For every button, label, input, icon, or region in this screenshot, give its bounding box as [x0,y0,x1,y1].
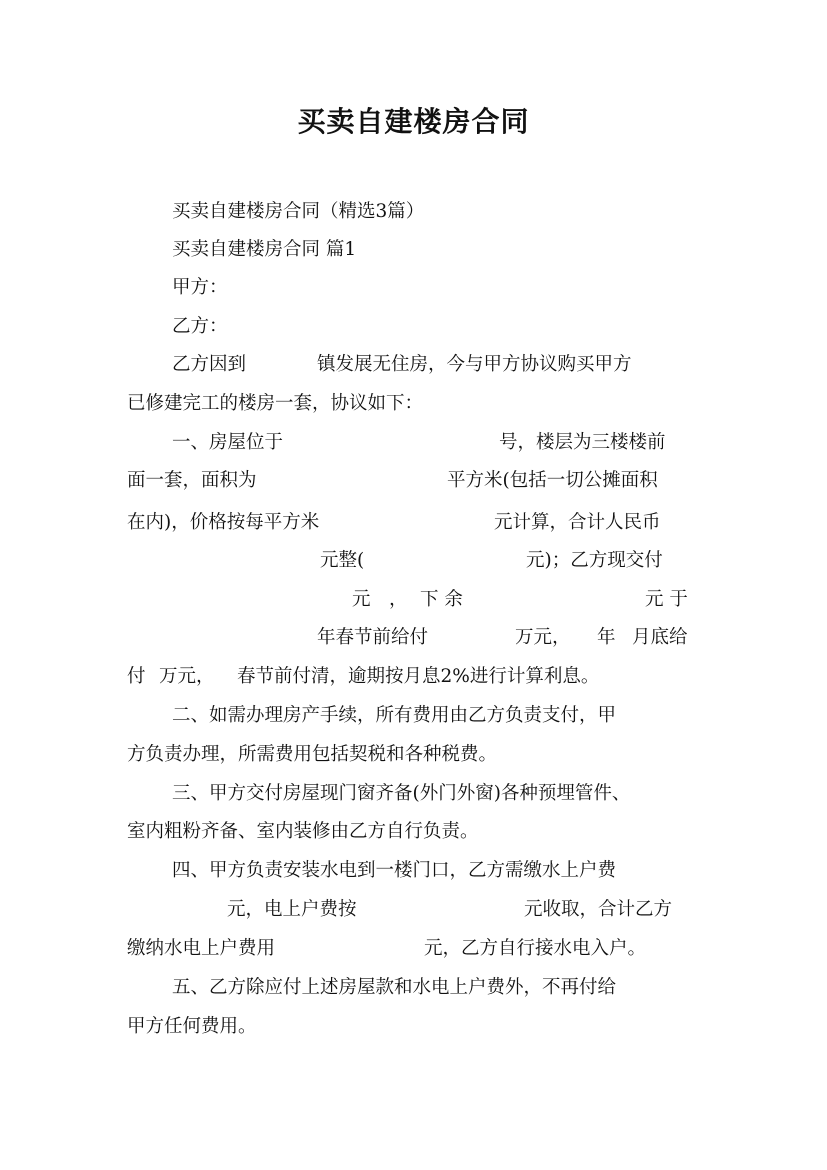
intro-text: 镇发展无住房，今与甲方协议购买甲方 [317,354,632,375]
party-b-label: 乙方： [172,316,228,337]
clause1-text: 付 [127,666,146,687]
clause1-text: 一、房屋位于 [172,432,284,453]
clause3-line-1 [127,776,702,812]
clause1-text: 元计算，合计人民币 [494,512,661,533]
intro-text: 乙方因到 [172,354,247,375]
clause4-line-2 [127,892,702,928]
intro-line-2 [127,386,702,422]
clause2-line-2 [127,737,702,773]
clause1-text: 万元， [515,627,571,648]
clause1-text: 春节前付清，逾期按月息2%进行计算利息。 [237,666,600,687]
party-a-label: 甲方： [172,277,228,298]
clause1-text: 月底给 [632,627,688,648]
clause1-line-1 [127,425,702,461]
clause1-text: ， [389,589,408,610]
clause3-line-2 [127,814,702,850]
section-heading-line [127,232,702,268]
clause2-line-1 [127,698,702,734]
clause5-text: 甲方任何费用。 [127,1016,257,1037]
clause2-text: 方负责办理，所需费用包括契税和各种税费。 [127,744,498,765]
intro-line-1 [127,347,702,383]
clause1-text: 元 [352,589,371,610]
clause1-text: 号，楼层为三楼楼前 [499,432,666,453]
subtitle-line [127,194,702,230]
clause1-text: 万元， [159,666,215,687]
clause3-text: 三、甲方交付房屋现门窗齐备(外门外窗)各种预埋管件、 [172,783,631,804]
clause4-text: 元收取，合计乙方 [524,899,673,920]
clause1-line-6 [127,620,702,656]
clause2-text: 二、如需办理房产手续，所有费用由乙方负责支付，甲 [172,705,617,726]
clause1-text: 元整( [320,550,365,571]
section-heading: 买卖自建楼房合同 篇1 [172,239,357,260]
clause5-text: 五、乙方除应付上述房屋款和水电上户费外，不再付给 [172,977,617,998]
clause4-text: 缴纳水电上户费用 [127,938,276,959]
clause1-line-5 [127,582,702,618]
clause1-text: 下 余 [420,589,463,610]
clause4-line-1 [127,853,702,889]
intro-text: 已修建完工的楼房一套，协议如下： [127,393,424,414]
clause5-line-1 [127,970,702,1006]
clause4-line-3 [127,931,702,967]
clause1-text: 在内)，价格按每平方米 [127,512,320,533]
clause1-line-4 [127,543,702,579]
clause4-text: 四、甲方负责安装水电到一楼门口，乙方需缴水上户费 [172,860,617,881]
clause1-text: 元 于 [645,589,688,610]
document-title: 买卖自建楼房合同 [297,105,530,138]
clause1-text: 面一套，面积为 [127,470,257,491]
party-a-line [127,270,702,306]
clause1-line-3 [127,505,702,541]
subtitle: 买卖自建楼房合同（精选3篇） [172,201,425,222]
clause1-text: 元)；乙方现交付 [526,550,663,571]
clause4-text: 元，乙方自行接水电入户。 [424,938,647,959]
clause1-line-7 [127,659,702,695]
clause3-text: 室内粗粉齐备、室内装修由乙方自行负责。 [127,821,479,842]
clause5-line-2 [127,1009,702,1045]
clause4-text: 元，电上户费按 [227,899,357,920]
clause1-text: 平方米(包括一切公摊面积 [447,470,658,491]
party-b-line [127,309,702,345]
clause1-text: 年 [597,627,616,648]
clause1-text: 年春节前给付 [317,627,429,648]
clause1-line-2 [127,463,702,499]
